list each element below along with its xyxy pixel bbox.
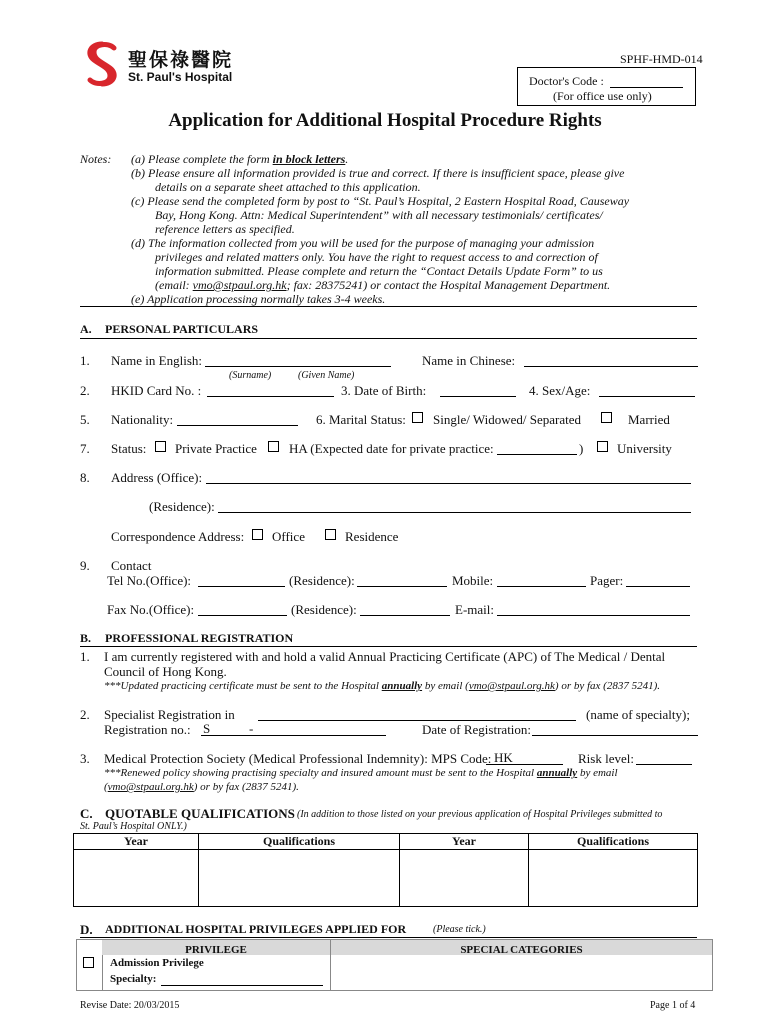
admission-privilege-label: Admission Privilege <box>110 957 204 969</box>
ha-label: HA (Expected date for private practice: <box>289 441 494 456</box>
item-number: 7. <box>80 441 90 456</box>
private-practice-label: Private Practice <box>175 441 257 456</box>
note-d-line3: information submitted. Please complete and return the “Contact Details Update Form” to us <box>155 264 603 278</box>
nationality-field[interactable] <box>177 425 298 426</box>
email-label: E-mail: <box>455 602 494 617</box>
form-code: SPHF-HMD-014 <box>620 52 703 66</box>
dob-label: 3. Date of Birth: <box>341 383 427 398</box>
date-of-registration-field[interactable] <box>532 735 698 736</box>
privileges-table <box>76 939 713 991</box>
item-number: 2. <box>80 707 90 722</box>
apc-statement-line2: Council of Hong Kong. <box>104 664 227 679</box>
section-c-letter: C. <box>80 806 93 821</box>
note-c-line2: Bay, Hong Kong. Attn: Medical Superintendent” with all necessary testimonials/ certificates/ <box>155 208 603 222</box>
vmo-email-link[interactable]: vmo@stpaul.org.hk <box>192 278 287 292</box>
note-d-line2: privileges and related matters only. You have the right to request access to and correction of <box>155 250 598 264</box>
married-label: Married <box>628 412 670 427</box>
address-residence-label: (Residence): <box>149 499 215 514</box>
marital-status-label: 6. Marital Status: <box>316 412 406 427</box>
section-c-note-line1: (In addition to those listed on your previous application of Hospital Privileges submitted to <box>297 809 663 820</box>
name-chinese-field[interactable] <box>524 366 698 367</box>
fax-residence-label: (Residence): <box>291 602 357 617</box>
correspondence-office-checkbox[interactable] <box>252 529 263 540</box>
section-b-heading: PROFESSIONAL REGISTRATION <box>105 631 294 645</box>
correspondence-residence-checkbox[interactable] <box>325 529 336 540</box>
note-b-line2: details on a separate sheet attached to this application. <box>155 180 421 194</box>
divider <box>80 646 697 647</box>
correspondence-office-label: Office <box>272 529 305 544</box>
specialty-label: Specialty: <box>110 973 157 985</box>
revise-date: Revise Date: 20/03/2015 <box>80 1000 180 1011</box>
vmo-email-link[interactable]: vmo@stpaul.org.hk <box>468 680 555 692</box>
single-label: Single/ Widowed/ Separated <box>433 412 581 427</box>
item-number: 8. <box>80 470 90 485</box>
address-office-field[interactable] <box>206 483 691 484</box>
qualification-year-cell[interactable] <box>400 850 529 907</box>
date-of-registration-label: Date of Registration: <box>422 722 532 737</box>
name-chinese-label: Name in Chinese: <box>422 353 516 368</box>
hospital-logo-icon <box>80 40 124 88</box>
specialty-name-caption: (name of specialty); <box>586 707 690 722</box>
registration-no-label: Registration no.: <box>104 722 191 737</box>
apc-annual-note: ***Updated practicing certificate must be sent to the Hospital annually by email (vmo@stpaul.org.hk) or by fax (2837 5241). <box>104 680 660 692</box>
item-number: 5. <box>80 412 90 427</box>
mps-label: Medical Protection Society (Medical Professional Indemnity): MPS Code: <box>104 751 492 766</box>
hkid-label: HKID Card No. : <box>111 383 202 398</box>
qualification-cell[interactable] <box>199 850 400 907</box>
office-use-label: (For office use only) <box>553 89 652 103</box>
specialty-name-field[interactable] <box>258 720 576 721</box>
vmo-email-link[interactable]: vmo@stpaul.org.hk <box>107 781 194 793</box>
admission-privilege-checkbox[interactable] <box>83 957 94 968</box>
dob-field[interactable] <box>440 396 516 397</box>
registration-prefix-s: S <box>203 721 211 736</box>
note-c-line3: reference letters as specified. <box>155 222 295 236</box>
qualification-year-cell[interactable] <box>74 850 199 907</box>
correspondence-residence-label: Residence <box>345 529 399 544</box>
sex-age-field[interactable] <box>599 396 695 397</box>
risk-level-field[interactable] <box>636 764 692 765</box>
specialist-registration-label: Specialist Registration in <box>104 707 235 722</box>
mps-code-prefix: HK <box>494 750 513 765</box>
specialty-field[interactable] <box>161 985 323 986</box>
note-d-line1: (d) The information collected from you will be used for the purpose of managing your admission <box>131 236 595 250</box>
section-a-letter: A. <box>80 322 92 336</box>
registration-dash: - <box>249 721 254 736</box>
logo-chinese-text: 聖保祿醫院 <box>128 49 234 71</box>
note-d-line4: (email: vmo@stpaul.org.hk; fax: 28375241) or contact the Hospital Management Department. <box>155 278 611 292</box>
university-label: University <box>617 441 672 456</box>
sex-age-label: 4. Sex/Age: <box>529 383 591 398</box>
ha-close-paren: ) <box>579 441 584 456</box>
given-name-caption: (Given Name) <box>298 370 355 381</box>
table-header-year: Year <box>400 834 529 850</box>
section-c-heading: QUOTABLE QUALIFICATIONS <box>105 806 295 821</box>
single-checkbox[interactable] <box>412 412 423 423</box>
page-title: Application for Additional Hospital Procedure Rights <box>168 110 602 131</box>
private-practice-checkbox[interactable] <box>155 441 166 452</box>
page-number: Page 1 of 4 <box>650 1000 696 1011</box>
note-b-line1: (b) Please ensure all information provided is true and correct. If there is insufficient space, please give <box>131 166 625 180</box>
tel-residence-label: (Residence): <box>289 573 355 588</box>
contact-label: Contact <box>111 558 152 573</box>
section-a-heading: PERSONAL PARTICULARS <box>105 322 259 336</box>
section-c-note-line2: St. Paul’s Hospital ONLY.) <box>80 821 187 832</box>
married-checkbox[interactable] <box>601 412 612 423</box>
mps-annual-note-line1: ***Renewed policy showing practising specialty and insured amount must be sent to the Hospital annually by email <box>104 767 618 779</box>
section-d-note: (Please tick.) <box>433 924 486 935</box>
qualifications-table <box>73 833 698 907</box>
table-header-year: Year <box>74 834 199 850</box>
university-checkbox[interactable] <box>597 441 608 452</box>
pager-field[interactable] <box>626 586 690 587</box>
item-number: 1. <box>80 353 90 368</box>
divider <box>80 937 697 938</box>
mobile-label: Mobile: <box>452 573 494 588</box>
item-number: 9. <box>80 558 90 573</box>
note-a: (a) Please complete the form in block letters. <box>131 152 349 166</box>
fax-office-field[interactable] <box>198 615 287 616</box>
surname-caption: (Surname) <box>229 370 272 381</box>
registration-no-field[interactable] <box>201 735 386 736</box>
divider <box>80 338 697 339</box>
note-e: (e) Application processing normally takes 3-4 weeks. <box>131 292 386 306</box>
table-header-qualifications: Qualifications <box>529 834 698 850</box>
tel-office-field[interactable] <box>198 586 285 587</box>
address-office-label: Address (Office): <box>111 470 203 485</box>
name-english-label: Name in English: <box>111 353 202 368</box>
fax-residence-field[interactable] <box>360 615 450 616</box>
correspondence-label: Correspondence Address: <box>111 529 245 544</box>
item-number: 1. <box>80 649 90 664</box>
ha-date-field[interactable] <box>497 454 577 455</box>
apc-statement-line1: I am currently registered with and hold a valid Annual Practicing Certificate (APC) of The Medical / Dental <box>104 649 666 664</box>
hospital-logo <box>80 40 240 90</box>
divider <box>80 306 697 307</box>
section-b-letter: B. <box>80 631 92 645</box>
email-field[interactable] <box>497 615 690 616</box>
item-number: 3. <box>80 751 90 766</box>
status-label: Status: <box>111 441 147 456</box>
fax-office-label: Fax No.(Office): <box>107 602 195 617</box>
mps-annual-note-line2: (vmo@stpaul.org.hk) or by fax (2837 5241). <box>104 781 299 793</box>
item-number: 2. <box>80 383 90 398</box>
notes-label: Notes: <box>80 152 112 166</box>
mobile-field[interactable] <box>497 586 586 587</box>
special-categories-col-header: SPECIAL CATEGORIES <box>331 940 712 955</box>
risk-level-label: Risk level: <box>578 751 634 766</box>
name-english-field[interactable] <box>205 366 391 367</box>
pager-label: Pager: <box>590 573 624 588</box>
tel-office-label: Tel No.(Office): <box>107 573 192 588</box>
doctor-code-box <box>517 67 696 106</box>
note-c-line1: (c) Please send the completed form by post to “St. Paul’s Hospital, 2 Eastern Hospital Road, Causeway <box>131 194 630 208</box>
doctor-code-field[interactable] <box>610 87 683 88</box>
table-header-qualifications: Qualifications <box>199 834 400 850</box>
doctor-code-label: Doctor's Code : <box>529 74 604 88</box>
section-d-letter: D. <box>80 922 93 937</box>
address-residence-field[interactable] <box>218 512 691 513</box>
tel-residence-field[interactable] <box>357 586 447 587</box>
privilege-col-header: PRIVILEGE <box>102 940 331 955</box>
nationality-label: Nationality: <box>111 412 174 427</box>
qualification-cell[interactable] <box>529 850 698 907</box>
section-d-heading: ADDITIONAL HOSPITAL PRIVILEGES APPLIED FOR <box>105 922 407 936</box>
logo-english-text: St. Paul's Hospital <box>128 70 233 84</box>
hkid-field[interactable] <box>207 396 334 397</box>
ha-checkbox[interactable] <box>268 441 279 452</box>
